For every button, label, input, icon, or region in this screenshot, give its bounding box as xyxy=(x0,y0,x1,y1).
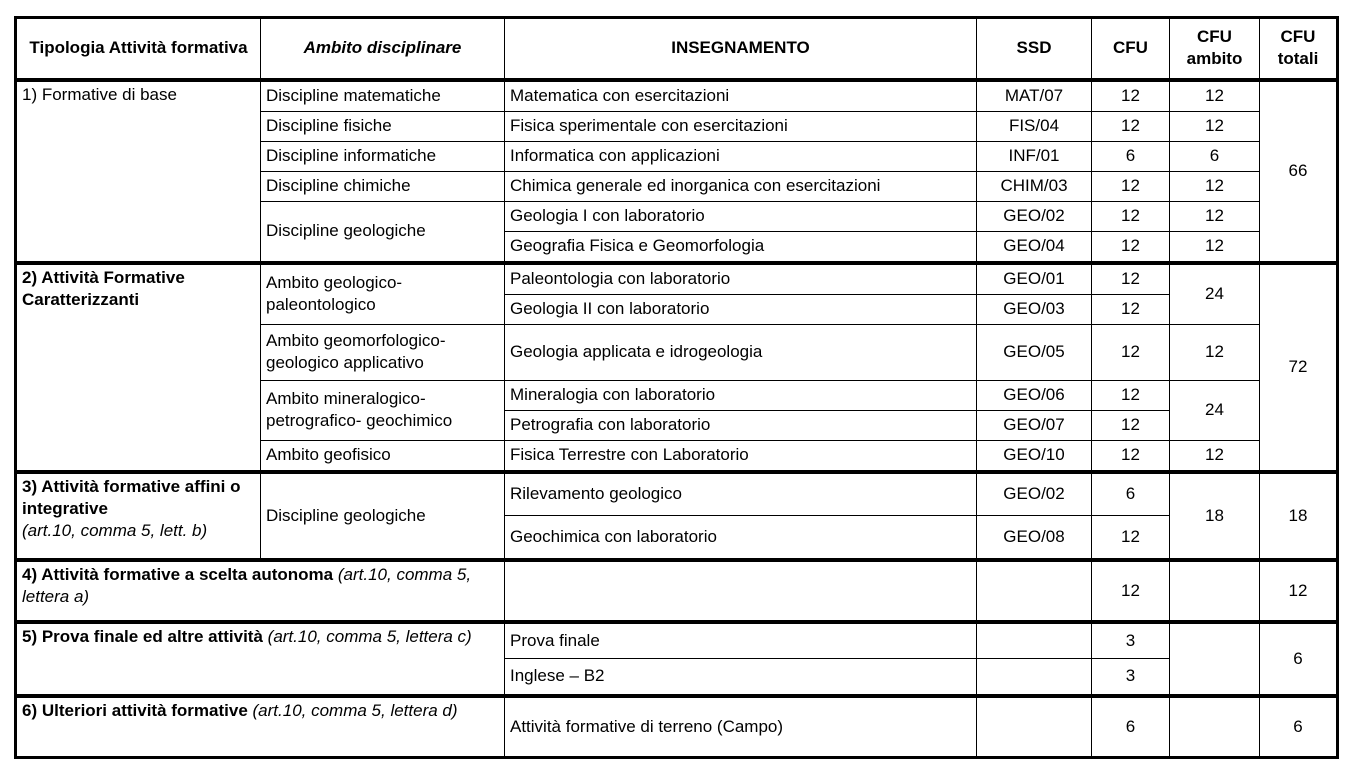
group-prova-finale xyxy=(16,622,1338,696)
ssd-cell: FIS/04 xyxy=(977,111,1092,141)
insegnamento-cell: Paleontologia con laboratorio xyxy=(505,263,977,295)
cfu-ambito-cell xyxy=(1170,696,1260,758)
ssd-cell xyxy=(977,696,1092,758)
cfu-table xyxy=(14,16,1339,759)
tipologia-title: 5) Prova finale ed altre attività xyxy=(22,626,263,646)
ssd-cell: GEO/02 xyxy=(977,201,1092,231)
ssd-cell xyxy=(977,622,1092,659)
table-row xyxy=(16,622,1338,659)
header-cfu-ambito: CFU ambito xyxy=(1170,18,1260,80)
insegnamento-cell: Prova finale xyxy=(505,622,977,659)
tipologia-cell: 2) Attività Formative Caratterizzanti xyxy=(16,263,261,472)
cfu-totali-cell: 6 xyxy=(1260,622,1338,696)
table-row xyxy=(16,80,1338,112)
table-row xyxy=(16,263,1338,295)
tipologia-cell xyxy=(16,696,505,758)
cfu-totali-cell: 6 xyxy=(1260,696,1338,758)
tipologia-cell xyxy=(16,622,505,696)
ambito-cell: Discipline geologiche xyxy=(261,201,505,263)
insegnamento-cell: Geologia applicata e idrogeologia xyxy=(505,324,977,380)
cfu-totali-cell: 18 xyxy=(1260,472,1338,560)
cfu-totali-cell: 66 xyxy=(1260,80,1338,263)
group-scelta-autonoma xyxy=(16,560,1338,622)
ssd-cell: MAT/07 xyxy=(977,80,1092,112)
header-ambito: Ambito disciplinare xyxy=(261,18,505,80)
header-ssd: SSD xyxy=(977,18,1092,80)
cfu-cell: 12 xyxy=(1092,560,1170,622)
header-cfu: CFU xyxy=(1092,18,1170,80)
table-row xyxy=(16,560,1338,622)
cfu-cell: 12 xyxy=(1092,294,1170,324)
tipologia-cell: 1) Formative di base xyxy=(16,80,261,263)
group-formative-di-base xyxy=(16,80,1338,263)
cfu-ambito-cell: 12 xyxy=(1170,80,1260,112)
header-cfu-totali: CFU totali xyxy=(1260,18,1338,80)
cfu-cell: 12 xyxy=(1092,111,1170,141)
tipologia-note: (art.10, comma 5, lettera d) xyxy=(252,700,458,720)
cfu-cell: 12 xyxy=(1092,231,1170,263)
ssd-cell xyxy=(977,560,1092,622)
group-affini-integrative xyxy=(16,472,1338,560)
cfu-ambito-cell xyxy=(1170,622,1260,696)
cfu-cell: 12 xyxy=(1092,440,1170,472)
ambito-cell: Ambito geofisico xyxy=(261,440,505,472)
ssd-cell: GEO/03 xyxy=(977,294,1092,324)
insegnamento-cell: Fisica Terrestre con Laboratorio xyxy=(505,440,977,472)
ssd-cell: GEO/10 xyxy=(977,440,1092,472)
ambito-cell: Ambito geomorfologico-geologico applicativo xyxy=(261,324,505,380)
insegnamento-cell: Rilevamento geologico xyxy=(505,472,977,516)
header-row xyxy=(16,18,1338,80)
tipologia-title: 4) Attività formative a scelta autonoma xyxy=(22,564,334,584)
group-ulteriori xyxy=(16,696,1338,758)
cfu-cell: 3 xyxy=(1092,622,1170,659)
tipologia-title: 3) Attività formative affini o integrative xyxy=(22,476,241,518)
cfu-totali-cell: 12 xyxy=(1260,560,1338,622)
insegnamento-cell xyxy=(505,560,977,622)
ssd-cell: GEO/07 xyxy=(977,410,1092,440)
cfu-ambito-cell: 12 xyxy=(1170,201,1260,231)
cfu-cell: 12 xyxy=(1092,201,1170,231)
cfu-ambito-cell: 24 xyxy=(1170,380,1260,440)
insegnamento-cell: Inglese – B2 xyxy=(505,659,977,696)
ambito-cell: Discipline informatiche xyxy=(261,141,505,171)
ssd-cell: GEO/04 xyxy=(977,231,1092,263)
cfu-cell: 6 xyxy=(1092,696,1170,758)
insegnamento-cell: Geochimica con laboratorio xyxy=(505,516,977,560)
ambito-cell: Discipline geologiche xyxy=(261,472,505,560)
cfu-cell: 12 xyxy=(1092,80,1170,112)
ambito-cell: Discipline fisiche xyxy=(261,111,505,141)
ssd-cell: GEO/06 xyxy=(977,380,1092,410)
cfu-totali-cell: 72 xyxy=(1260,263,1338,472)
ssd-cell: CHIM/03 xyxy=(977,171,1092,201)
group-caratterizzanti xyxy=(16,263,1338,472)
insegnamento-cell: Geografia Fisica e Geomorfologia xyxy=(505,231,977,263)
header-insegnamento: INSEGNAMENTO xyxy=(505,18,977,80)
cfu-ambito-cell xyxy=(1170,560,1260,622)
ssd-cell: GEO/08 xyxy=(977,516,1092,560)
table-row xyxy=(16,696,1338,758)
cfu-cell: 12 xyxy=(1092,380,1170,410)
cfu-cell: 12 xyxy=(1092,171,1170,201)
insegnamento-cell: Fisica sperimentale con esercitazioni xyxy=(505,111,977,141)
ambito-cell: Discipline matematiche xyxy=(261,80,505,112)
tipologia-note: (art.10, comma 5, lettera a) xyxy=(22,564,472,606)
cfu-ambito-cell: 6 xyxy=(1170,141,1260,171)
cfu-cell: 6 xyxy=(1092,141,1170,171)
cfu-ambito-cell: 12 xyxy=(1170,440,1260,472)
insegnamento-cell: Informatica con applicazioni xyxy=(505,141,977,171)
ambito-cell: Ambito geologico-paleontologico xyxy=(261,263,505,325)
cfu-cell: 3 xyxy=(1092,659,1170,696)
insegnamento-cell: Attività formative di terreno (Campo) xyxy=(505,696,977,758)
tipologia-cell xyxy=(16,472,261,560)
tipologia-note: (art.10, comma 5, lettera c) xyxy=(267,626,472,646)
cfu-ambito-cell: 12 xyxy=(1170,171,1260,201)
ssd-cell: GEO/02 xyxy=(977,472,1092,516)
insegnamento-cell: Chimica generale ed inorganica con esercitazioni xyxy=(505,171,977,201)
cfu-ambito-cell: 12 xyxy=(1170,231,1260,263)
cfu-ambito-cell: 12 xyxy=(1170,111,1260,141)
ambito-cell: Discipline chimiche xyxy=(261,171,505,201)
cfu-cell: 12 xyxy=(1092,516,1170,560)
insegnamento-cell: Geologia I con laboratorio xyxy=(505,201,977,231)
tipologia-title: 6) Ulteriori attività formative xyxy=(22,700,248,720)
cfu-cell: 12 xyxy=(1092,324,1170,380)
ssd-cell: GEO/05 xyxy=(977,324,1092,380)
ssd-cell: INF/01 xyxy=(977,141,1092,171)
insegnamento-cell: Geologia II con laboratorio xyxy=(505,294,977,324)
insegnamento-cell: Mineralogia con laboratorio xyxy=(505,380,977,410)
insegnamento-cell: Petrografia con laboratorio xyxy=(505,410,977,440)
ambito-cell: Ambito mineralogico-petrografico- geochimico xyxy=(261,380,505,440)
cfu-ambito-cell: 24 xyxy=(1170,263,1260,325)
table-row xyxy=(16,472,1338,516)
cfu-ambito-cell: 12 xyxy=(1170,324,1260,380)
tipologia-note: (art.10, comma 5, lett. b) xyxy=(22,520,208,540)
cfu-cell: 12 xyxy=(1092,263,1170,295)
ssd-cell: GEO/01 xyxy=(977,263,1092,295)
cfu-cell: 6 xyxy=(1092,472,1170,516)
cfu-ambito-cell: 18 xyxy=(1170,472,1260,560)
tipologia-cell xyxy=(16,560,505,622)
cfu-cell: 12 xyxy=(1092,410,1170,440)
ssd-cell xyxy=(977,659,1092,696)
insegnamento-cell: Matematica con esercitazioni xyxy=(505,80,977,112)
header-tipologia: Tipologia Attività formativa xyxy=(16,18,261,80)
